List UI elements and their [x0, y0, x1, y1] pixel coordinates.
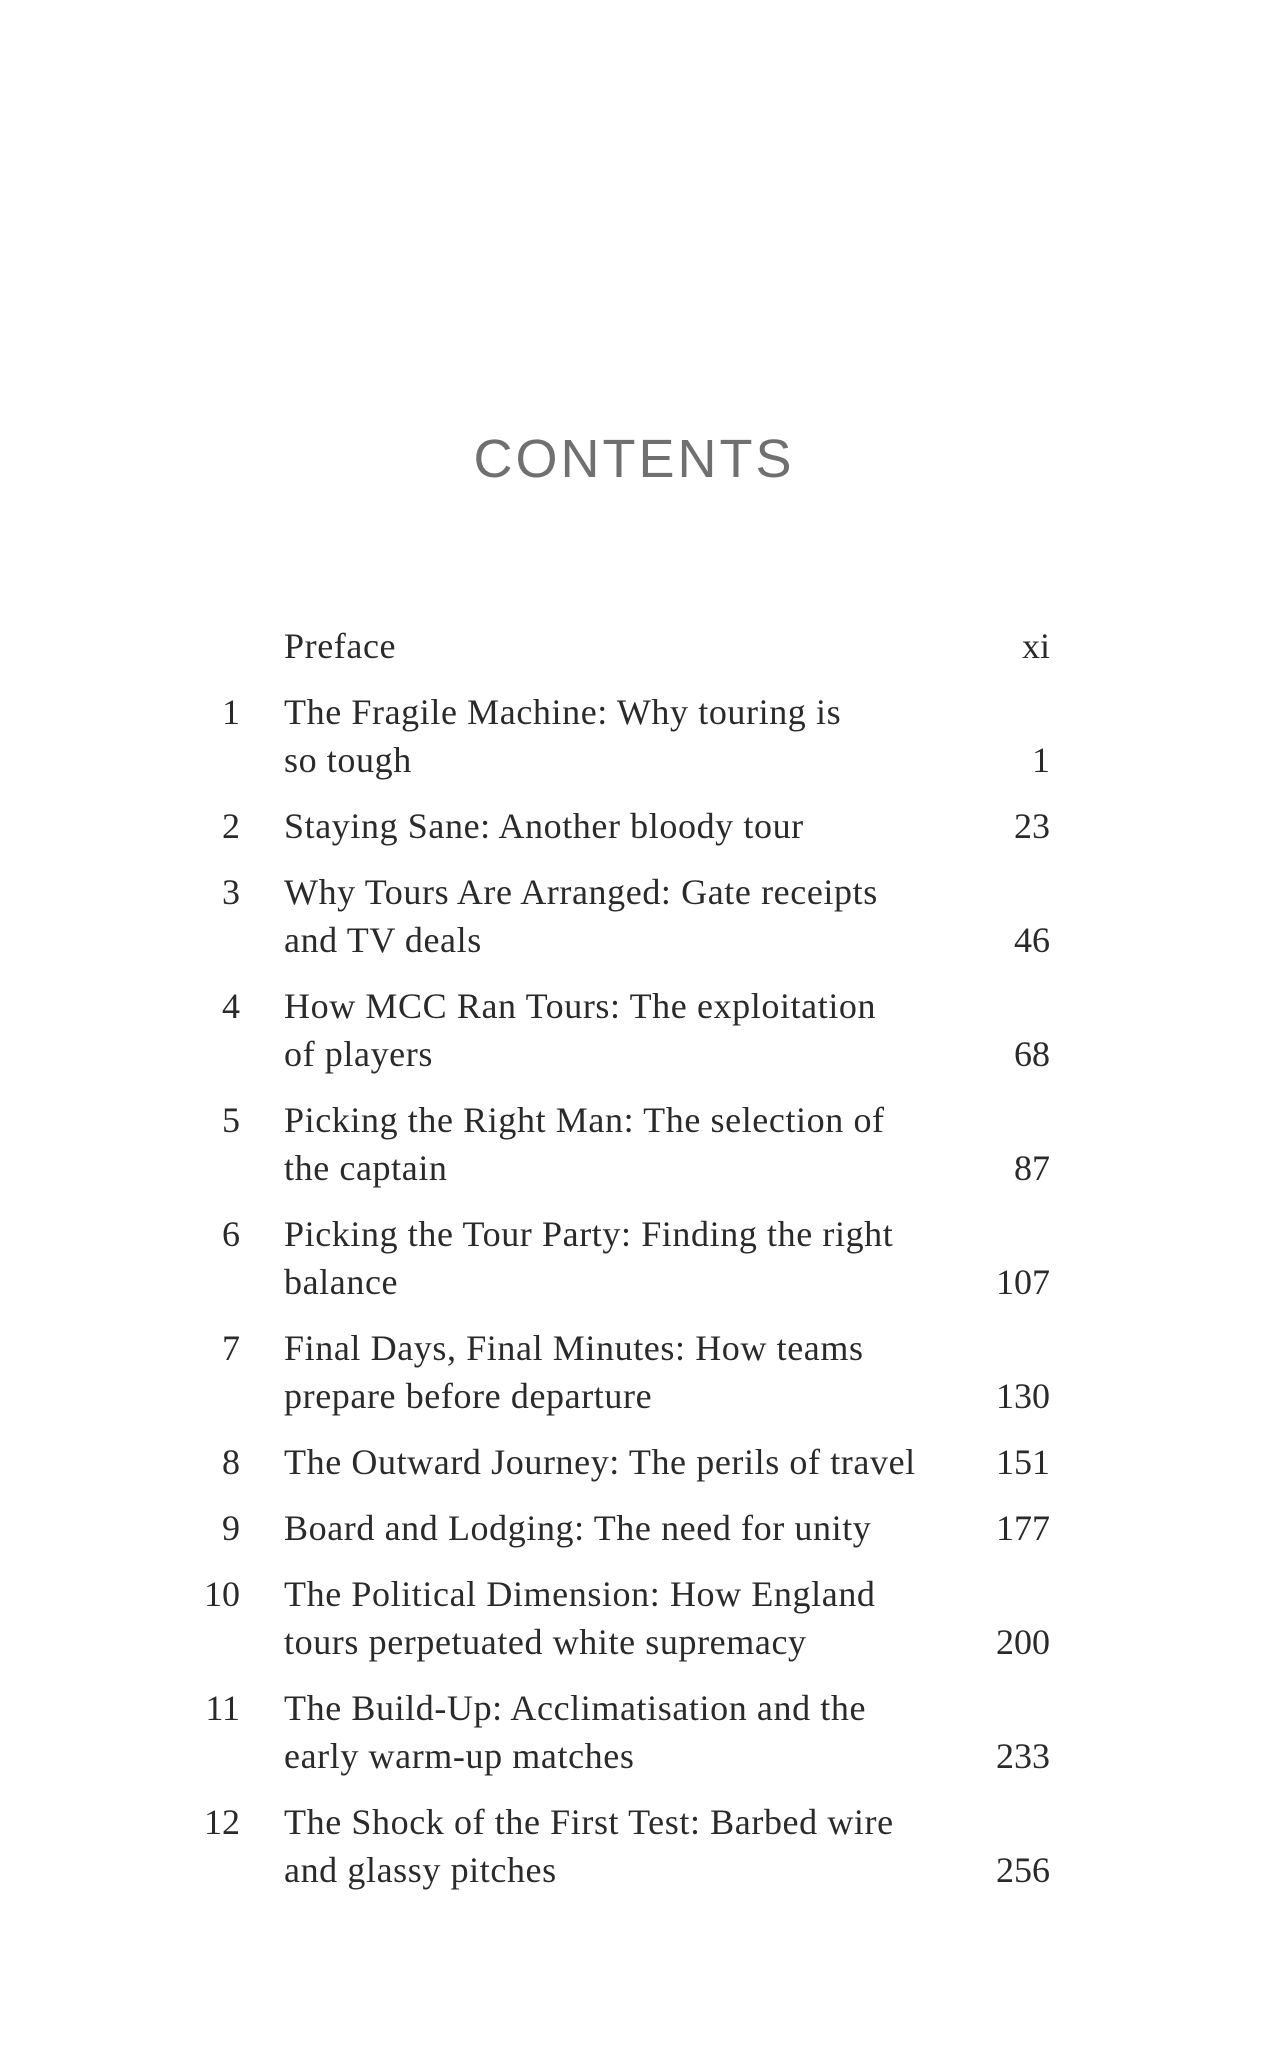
chapter-title	[242, 1438, 944, 1486]
chapter-number: 9	[222, 1508, 240, 1548]
toc-entry-3	[150, 868, 1050, 964]
toc-entry-2	[150, 802, 1050, 850]
chapter-title-line: Picking the Right Man: The selection of	[284, 1100, 885, 1140]
chapter-number: 3	[222, 872, 240, 912]
page-number: xi	[1021, 626, 1050, 666]
chapter-number: 7	[222, 1328, 240, 1368]
chapter-number: 11	[205, 1688, 240, 1728]
chapter-title	[242, 982, 944, 1078]
chapter-title-line: the captain	[284, 1148, 448, 1188]
page-number: 151	[996, 1442, 1050, 1482]
chapter-title	[242, 1096, 944, 1192]
toc-entry-11	[150, 1684, 1050, 1780]
chapter-number: 1	[222, 692, 240, 732]
page-number: 233	[996, 1736, 1050, 1776]
page-number: 46	[1014, 920, 1050, 960]
toc-entry-4	[150, 982, 1050, 1078]
page-number: 200	[996, 1622, 1050, 1662]
chapter-title-line: Why Tours Are Arranged: Gate receipts	[284, 872, 878, 912]
toc-entry-1	[150, 688, 1050, 784]
chapter-title	[242, 1684, 944, 1780]
chapter-title	[242, 802, 944, 850]
chapter-title-line: Staying Sane: Another bloody tour	[284, 806, 804, 846]
chapter-title	[242, 688, 944, 784]
chapter-title-line: The Fragile Machine: Why touring is	[284, 692, 842, 732]
page-number: 1	[1032, 740, 1050, 780]
page-number: 256	[996, 1850, 1050, 1890]
table-of-contents	[150, 622, 1050, 1912]
chapter-number: 5	[222, 1100, 240, 1140]
chapter-title-line: The Build-Up: Acclimatisation and the	[284, 1688, 867, 1728]
chapter-title	[242, 1210, 944, 1306]
chapter-title-line: Preface	[284, 626, 397, 666]
chapter-number: 6	[222, 1214, 240, 1254]
page-number: 68	[1014, 1034, 1050, 1074]
chapter-title-line: and TV deals	[284, 920, 482, 960]
toc-entry-7	[150, 1324, 1050, 1420]
chapter-title-line: balance	[284, 1262, 399, 1302]
page-number: 130	[996, 1376, 1050, 1416]
toc-entry-12	[150, 1798, 1050, 1894]
chapter-title-line: Final Days, Final Minutes: How teams	[284, 1328, 864, 1368]
toc-entry-preface	[150, 622, 1050, 670]
page-number: 107	[996, 1262, 1050, 1302]
chapter-title-line: prepare before departure	[284, 1376, 653, 1416]
chapter-title	[242, 868, 944, 964]
chapter-title-line: Board and Lodging: The need for unity	[284, 1508, 872, 1548]
chapter-title	[242, 622, 944, 670]
chapter-title-line: so tough	[284, 740, 412, 780]
page-number: 23	[1014, 806, 1050, 846]
chapter-title	[242, 1324, 944, 1420]
chapter-title-line: tours perpetuated white supremacy	[284, 1622, 807, 1662]
page-number: 87	[1014, 1148, 1050, 1188]
toc-entry-8	[150, 1438, 1050, 1486]
chapter-number: 10	[204, 1574, 240, 1614]
chapter-title-line: Picking the Tour Party: Finding the right	[284, 1214, 894, 1254]
chapter-number: 8	[222, 1442, 240, 1482]
toc-entry-5	[150, 1096, 1050, 1192]
toc-entry-9	[150, 1504, 1050, 1552]
chapter-title	[242, 1504, 944, 1552]
chapter-number: 4	[222, 986, 240, 1026]
toc-entry-6	[150, 1210, 1050, 1306]
chapter-title-line: and glassy pitches	[284, 1850, 557, 1890]
chapter-number: 2	[222, 806, 240, 846]
chapter-title-line: The Political Dimension: How England	[284, 1574, 876, 1614]
chapter-title-line: early warm-up matches	[284, 1736, 635, 1776]
page-title: CONTENTS	[473, 429, 795, 489]
chapter-title	[242, 1570, 944, 1666]
chapter-number: 12	[204, 1802, 240, 1842]
page-number: 177	[996, 1508, 1050, 1548]
chapter-title-line: How MCC Ran Tours: The exploitation	[284, 986, 877, 1026]
toc-entry-10	[150, 1570, 1050, 1666]
chapter-title-line: of players	[284, 1034, 433, 1074]
chapter-title-line: The Shock of the First Test: Barbed wire	[284, 1802, 894, 1842]
chapter-title	[242, 1798, 944, 1894]
chapter-title-line: The Outward Journey: The perils of travel	[284, 1442, 916, 1482]
